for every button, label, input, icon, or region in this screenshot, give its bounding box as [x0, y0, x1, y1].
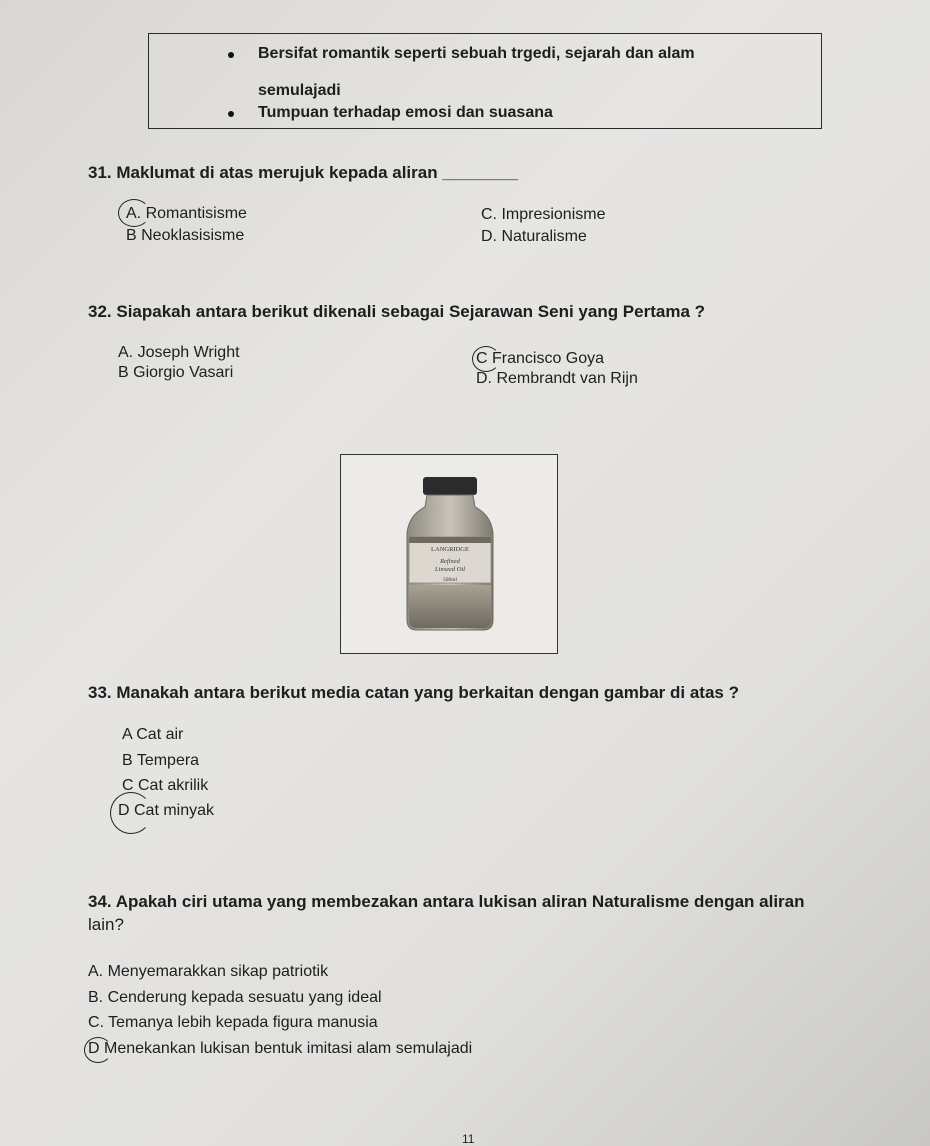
question-text: Siapakah antara berikut dikenali sebagai Sejarawan Seni yang Pertama ? — [116, 302, 706, 321]
q34-option-a[interactable]: A. Menyemarakkan sikap patriotik — [88, 963, 329, 980]
answer-circle-mark — [472, 346, 500, 372]
question-number: 34. — [88, 892, 112, 911]
q31-option-a[interactable]: A. Romantisisme — [126, 205, 247, 222]
bottle-product-line2: Linseed Oil — [434, 566, 466, 573]
q32-option-d[interactable]: D. Rembrandt van Rijn — [476, 370, 638, 387]
bullet-1-continued: semulajadi — [258, 82, 341, 99]
question-text: Apakah ciri utama yang membezakan antara lukisan aliran Naturalisme dengan aliran — [115, 892, 805, 911]
question-31 — [88, 163, 518, 183]
question-number: 32. — [88, 302, 112, 321]
q31-option-c[interactable]: C. Impresionisme — [481, 206, 606, 223]
q34-option-c[interactable]: C. Temanya lebih kepada figura manusia — [88, 1014, 378, 1031]
bottle-product-line1: Refined — [440, 558, 460, 565]
bullet-dot-icon — [228, 52, 234, 58]
question-34 — [88, 892, 805, 912]
q32-option-b[interactable]: B Giorgio Vasari — [118, 364, 234, 381]
question-number: 33. — [88, 683, 112, 702]
q32-option-a[interactable]: A. Joseph Wright — [118, 344, 240, 361]
answer-circle-mark — [110, 792, 152, 834]
page-number: 11 — [462, 1132, 475, 1146]
question-number: 31. — [88, 163, 112, 182]
q33-option-a[interactable]: A Cat air — [122, 726, 184, 743]
question-image-frame — [340, 454, 558, 654]
linseed-oil-bottle-icon — [341, 455, 556, 652]
q31-option-b[interactable]: B Neoklasisisme — [126, 227, 245, 244]
answer-circle-mark — [84, 1037, 112, 1063]
question-text: Maklumat di atas merujuk kepada aliran ________ — [116, 163, 518, 182]
q32-option-c[interactable]: C Francisco Goya — [476, 350, 605, 367]
q33-option-c[interactable]: C Cat akrilik — [122, 777, 209, 794]
label-band — [409, 537, 491, 543]
bottle-cap — [423, 477, 477, 495]
question-34-continued: lain? — [88, 915, 124, 934]
bullet-dot-icon — [228, 111, 234, 117]
answer-circle-mark — [118, 199, 150, 227]
bullet-1: Bersifat romantik seperti sebuah trgedi, sejarah dan alam — [258, 45, 695, 63]
question-32 — [88, 302, 705, 322]
q34-option-d[interactable]: D Menekankan lukisan bentuk imitasi alam semulajadi — [88, 1040, 473, 1057]
question-33 — [88, 683, 739, 703]
q34-option-b[interactable]: B. Cenderung kepada sesuatu yang ideal — [88, 989, 382, 1006]
q33-option-b[interactable]: B Tempera — [122, 752, 200, 769]
q33-option-d[interactable]: D Cat minyak — [118, 802, 215, 819]
question-text: Manakah antara berikut media catan yang berkaitan dengan gambar di atas ? — [116, 683, 739, 702]
bullet-2: Tumpuan terhadap emosi dan suasana — [258, 104, 553, 122]
q31-option-d[interactable]: D. Naturalisme — [481, 228, 587, 245]
bottle-brand-text: LANGRIDGE — [431, 546, 469, 553]
bottle-volume: 500ml — [442, 577, 458, 583]
bottle-oil — [409, 585, 491, 628]
